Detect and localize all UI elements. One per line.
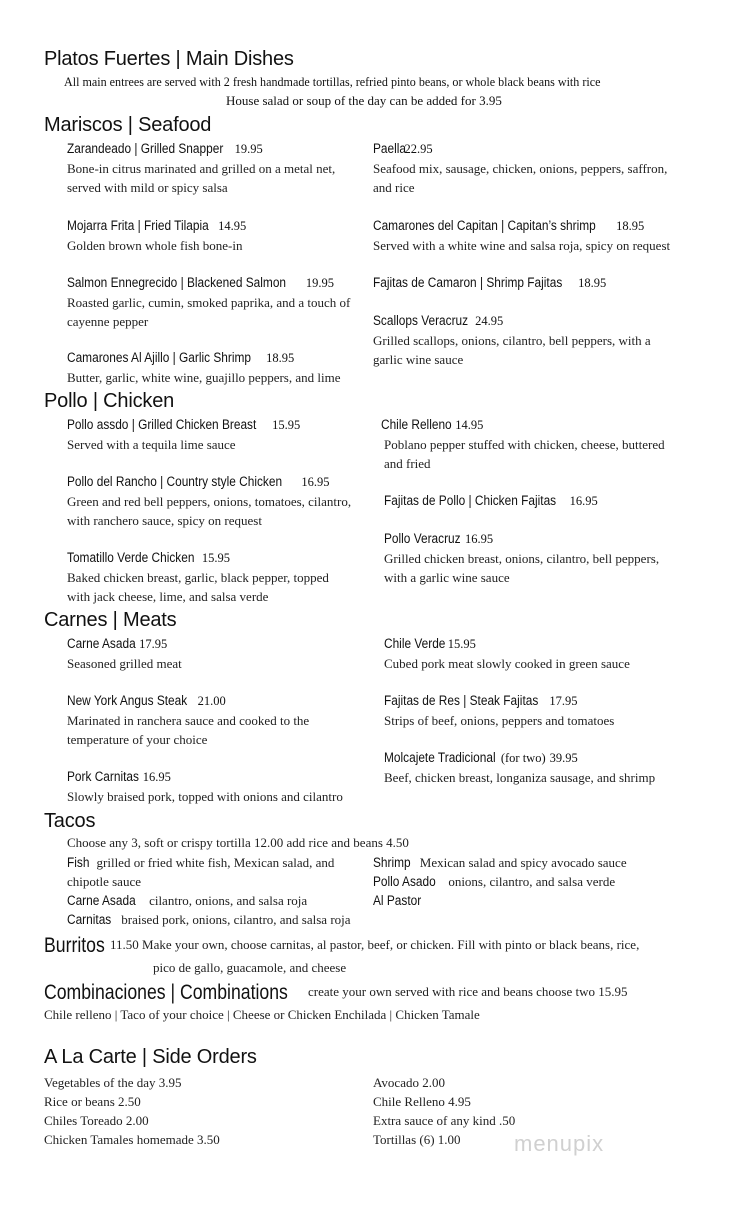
item-name: Molcajete Tradicional (384, 750, 496, 765)
taco-item (373, 872, 615, 891)
watermark: menupix (514, 1131, 605, 1156)
item-price: 17.95 (139, 637, 168, 651)
item-desc: and rice (373, 180, 415, 195)
section-title-burritos: Burritos (44, 934, 105, 957)
menu-item (67, 634, 182, 673)
item-desc: Green and red bell peppers, onions, tomatoes, cilantro, (67, 494, 352, 509)
menu-item (381, 415, 665, 473)
section-title-combos: Combinaciones | Combinations (44, 981, 288, 1004)
list-item: Extra sauce of any kind .50 (373, 1113, 516, 1128)
item-name: Chile Verde (384, 636, 446, 651)
item-price: 14.95 (455, 418, 484, 432)
list-item: Rice or beans 2.50 (44, 1094, 141, 1109)
item-name: Pork Carnitas (67, 769, 139, 784)
item-name: Salmon Ennegrecido | Blackened Salmon (67, 275, 287, 290)
item-name: Pollo Asado (373, 874, 436, 889)
item-desc: Baked chicken breast, garlic, black pepper, topped (67, 570, 329, 585)
item-desc: Roasted garlic, cumin, smoked paprika, and a touch of (67, 295, 351, 310)
list-item: Vegetables of the day 3.95 (44, 1075, 182, 1090)
item-desc: Served with a white wine and salsa roja, spicy on request (373, 238, 671, 253)
item-desc: with ranchero sauce, spicy on request (67, 513, 262, 528)
item-name: Scallops Veracruz (373, 313, 469, 328)
item-desc: with jack cheese, lime, and salsa verde (67, 589, 269, 604)
item-extra: (for two) (500, 751, 546, 765)
sides-left-list (44, 1073, 220, 1149)
item-name: Pollo del Rancho | Country style Chicken (67, 474, 283, 489)
burritos-row (44, 934, 639, 958)
menu-item (67, 273, 350, 331)
burritos-desc-1: 11.50 Make your own, choose carnitas, al pastor, beef, or chicken. Fill with pinto or black beans, rice, (110, 937, 640, 952)
tacos-note: Choose any 3, soft or crispy tortilla 12.00 add rice and beans 4.50 (67, 835, 409, 850)
section-title-meats: Carnes | Meats (44, 609, 177, 631)
combos-row (44, 981, 627, 1005)
item-name: New York Angus Steak (67, 693, 188, 708)
taco-item (373, 853, 627, 872)
item-name: Camarones Al Ajillo | Garlic Shrimp (67, 350, 252, 365)
item-name: Chile Relleno (381, 417, 452, 432)
item-price: 18.95 (616, 219, 645, 233)
main-note-1: All main entrees are served with 2 fresh handmade tortillas, refried pinto beans, or whole black beans with rice (64, 74, 601, 89)
menu-item (67, 216, 246, 255)
item-price: 15.95 (447, 637, 476, 651)
item-desc: Cubed pork meat slowly cooked in green sauce (384, 656, 630, 671)
item-desc: Grilled scallops, onions, cilantro, bell peppers, with a (373, 333, 651, 348)
burritos-desc-2: pico de gallo, guacamole, and cheese (153, 960, 347, 975)
item-name: Shrimp (373, 855, 411, 870)
item-price: 17.95 (549, 694, 578, 708)
taco-item (67, 853, 334, 891)
item-desc: braised pork, onions, cilantro, and salsa roja (121, 912, 351, 927)
item-desc: Golden brown whole fish bone-in (67, 238, 243, 253)
combos-note: create your own served with rice and beans choose two 15.95 (308, 984, 628, 999)
menu-item (384, 748, 655, 787)
item-desc: chipotle sauce (67, 874, 141, 889)
item-desc: garlic wine sauce (373, 352, 464, 367)
item-price: 16.95 (465, 532, 494, 546)
item-desc: Beef, chicken breast, longaniza sausage, and shrimp (384, 770, 656, 785)
item-desc: onions, cilantro, and salsa verde (448, 874, 616, 889)
combos-options: Chile relleno | Taco of your choice | Cheese or Chicken Enchilada | Chicken Tamale (44, 1007, 480, 1022)
item-desc: and fried (384, 456, 431, 471)
item-desc: cayenne pepper (67, 314, 149, 329)
section-title-seafood: Mariscos | Seafood (44, 114, 212, 136)
menu-item (384, 691, 614, 730)
item-price: 14.95 (218, 219, 247, 233)
item-price: 19.95 (234, 142, 263, 156)
taco-item (373, 891, 428, 910)
item-desc: Strips of beef, onions, peppers and tomatoes (384, 713, 615, 728)
item-name: Tomatillo Verde Chicken (67, 550, 195, 565)
item-price: 16.95 (142, 770, 171, 784)
menu-item (67, 139, 335, 197)
list-item: Avocado 2.00 (373, 1075, 445, 1090)
item-price: 22.95 (404, 142, 433, 156)
item-desc: Marinated in ranchera sauce and cooked to the (67, 713, 310, 728)
item-name: Carne Asada (67, 893, 136, 908)
sides-right-list (373, 1073, 515, 1149)
item-desc: grilled or fried white fish, Mexican salad, and (96, 855, 335, 870)
menu-item (67, 548, 329, 606)
menu-item (67, 767, 343, 806)
list-item: Chiles Toreado 2.00 (44, 1113, 149, 1128)
item-price: 16.95 (569, 494, 598, 508)
menu-item (373, 216, 670, 255)
item-price: 18.95 (266, 351, 295, 365)
list-item: Chile Relleno 4.95 (373, 1094, 471, 1109)
item-name: Zarandeado | Grilled Snapper (67, 141, 224, 156)
item-desc: Poblano pepper stuffed with chicken, cheese, buttered (384, 437, 665, 452)
item-price: 15.95 (272, 418, 301, 432)
item-desc: Slowly braised pork, topped with onions and cilantro (67, 789, 343, 804)
item-name: Fish (67, 855, 90, 870)
list-item: Chicken Tamales homemade 3.50 (44, 1132, 220, 1147)
main-note-2-price: 3.95 (479, 93, 502, 108)
item-name: Carne Asada (67, 636, 136, 651)
item-desc: Bone-in citrus marinated and grilled on a metal net, (67, 161, 336, 176)
menu-item (67, 415, 300, 454)
item-name: Carnitas (67, 912, 112, 927)
item-name: Camarones del Capitan | Capitan’s shrimp (373, 218, 596, 233)
item-name: Fajitas de Camaron | Shrimp Fajitas (373, 275, 563, 290)
taco-item (67, 910, 351, 929)
item-desc: cilantro, onions, and salsa roja (149, 893, 308, 908)
item-price: 16.95 (301, 475, 330, 489)
main-note-2-text: House salad or soup of the day can be added for (226, 93, 476, 108)
item-desc: Seasoned grilled meat (67, 656, 182, 671)
menu-item (67, 472, 351, 530)
item-desc: Seafood mix, sausage, chicken, onions, peppers, saffron, (373, 161, 668, 176)
menu-item (384, 529, 659, 587)
item-price: 19.95 (305, 276, 335, 290)
item-price: 21.00 (197, 694, 226, 708)
item-desc: Grilled chicken breast, onions, cilantro, bell peppers, (384, 551, 660, 566)
list-item: Tortillas (6) 1.00 (373, 1132, 461, 1147)
section-title-sides: A La Carte | Side Orders (44, 1046, 257, 1068)
item-desc: Served with a tequila lime sauce (67, 437, 236, 452)
item-desc: temperature of your choice (67, 732, 208, 747)
section-title-chicken: Pollo | Chicken (44, 390, 175, 412)
item-price: 15.95 (201, 551, 230, 565)
menu-item (373, 139, 667, 197)
menu-item (373, 273, 606, 293)
item-name: Pollo Veracruz (384, 531, 461, 546)
item-desc: Mexican salad and spicy avocado sauce (419, 855, 627, 870)
taco-item (67, 891, 307, 910)
item-name: Fajitas de Res | Steak Fajitas (384, 693, 539, 708)
item-name: Al Pastor (373, 893, 422, 908)
main-title: Platos Fuertes | Main Dishes (44, 48, 294, 70)
item-price: 24.95 (475, 314, 504, 328)
menu-item (67, 691, 309, 749)
main-note-2 (226, 93, 502, 109)
menu-item (384, 634, 630, 673)
item-name: Mojarra Frita | Fried Tilapia (67, 218, 209, 233)
item-desc: Butter, garlic, white wine, guajillo peppers, and lime (67, 370, 341, 385)
menu-item (373, 311, 651, 369)
menu-item (384, 491, 598, 511)
item-name: Fajitas de Pollo | Chicken Fajitas (384, 493, 557, 508)
item-price: 18.95 (578, 276, 607, 290)
section-title-tacos: Tacos (44, 810, 96, 832)
item-name: Pollo assdo | Grilled Chicken Breast (67, 417, 257, 432)
menu-item (67, 348, 341, 387)
item-price: 39.95 (549, 751, 578, 765)
item-desc: with a garlic wine sauce (384, 570, 510, 585)
item-desc: served with mild or spicy salsa (67, 180, 228, 195)
item-name: Paella (373, 141, 407, 156)
